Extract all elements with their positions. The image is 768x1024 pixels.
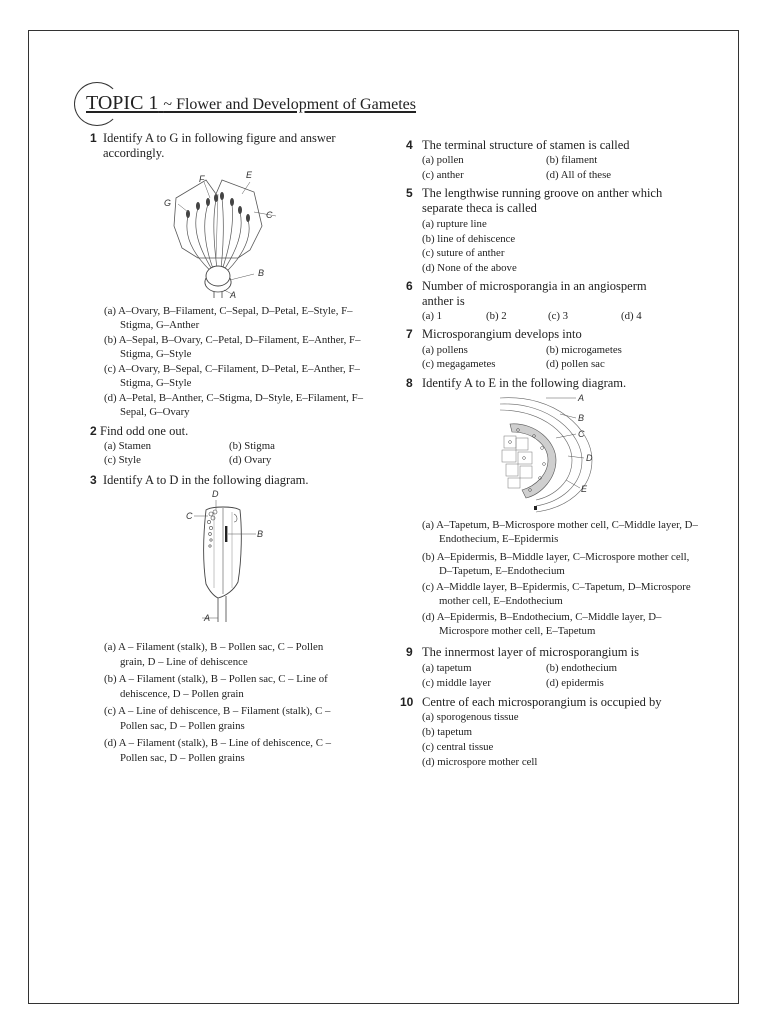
q10-option-a[interactable]: (a) sporogenous tissue	[422, 711, 519, 723]
q2-option-b[interactable]: (b) Stigma	[229, 440, 275, 452]
question-text: The terminal structure of stamen is called	[422, 138, 630, 152]
question-7	[406, 327, 686, 342]
q3-option-b[interactable]: (b) A – Filament (stalk), B – Pollen sac, C – Line of dehiscence, D – Pollen grain	[104, 673, 328, 700]
q8-option-c[interactable]: (c) A–Middle layer, B–Epidermis, C–Tapetum, D–Microspore mother cell, E–Endothecium	[422, 581, 691, 607]
label-a: A	[578, 393, 585, 403]
question-number: 7	[406, 327, 413, 341]
question-number: 10	[400, 695, 414, 709]
q3-option-a[interactable]: (a) A – Filament (stalk), B – Pollen sac, C – Pollen grain, D – Line of dehiscence	[104, 641, 324, 668]
q9-option-b[interactable]: (b) endothecium	[546, 662, 618, 674]
label-g: G	[164, 198, 172, 208]
q2-option-c[interactable]: (c) Style	[104, 454, 141, 466]
q1-option-c[interactable]: (c) A–Ovary, B–Sepal, C–Filament, D–Petal, E–Anther, F–Stigma, G–Style	[104, 363, 360, 389]
q10-option-d[interactable]: (d) microspore mother cell	[422, 756, 538, 768]
question-6	[406, 279, 686, 309]
q2-option-d[interactable]: (d) Ovary	[229, 454, 272, 466]
q8-option-b[interactable]: (b) A–Epidermis, B–Middle layer, C–Microspore mother cell, D–Tapetum, E–Endothecium	[422, 551, 690, 577]
question-text: Identify A to G in following figure and answer accordingly.	[103, 131, 336, 160]
q7-option-c[interactable]: (c) megagametes	[422, 358, 496, 370]
q9-option-d[interactable]: (d) epidermis	[546, 677, 604, 689]
question-text: Microsporangium develops into	[422, 327, 582, 341]
q5-option-c[interactable]: (c) suture of anther	[422, 247, 505, 259]
question-number: 2	[90, 424, 97, 438]
question-number: 3	[90, 473, 97, 487]
label-e: E	[581, 484, 588, 494]
question-text: Identify A to D in the following diagram.	[103, 473, 309, 487]
q10-option-b[interactable]: (b) tapetum	[422, 726, 473, 738]
label-c: C	[186, 511, 193, 521]
q4-option-b[interactable]: (b) filament	[546, 154, 598, 166]
q3-option-c[interactable]: (c) A – Line of dehiscence, B – Filament (stalk), C – Pollen sac, D – Pollen grains	[104, 705, 331, 732]
q4-option-c[interactable]: (c) anther	[422, 169, 464, 181]
q5-option-a[interactable]: (a) rupture line	[422, 218, 487, 230]
question-text: Find odd one out.	[100, 424, 189, 438]
q8-option-a[interactable]: (a) A–Tapetum, B–Microspore mother cell, C–Middle layer, D–Endothecium, E–Epidermis	[422, 519, 698, 545]
q6-option-a[interactable]: (a) 1	[422, 310, 443, 322]
question-2	[90, 424, 360, 439]
q9-option-a[interactable]: (a) tapetum	[422, 662, 472, 674]
label-d: D	[586, 453, 593, 463]
question-9	[406, 645, 686, 660]
question-text: Number of microsporangia in an angiosperm anther is	[422, 279, 647, 308]
question-text: The innermost layer of microsporangium is	[422, 645, 639, 659]
q6-option-d[interactable]: (d) 4	[621, 310, 642, 322]
topic-number: TOPIC 1	[86, 92, 159, 114]
label-b: B	[257, 529, 264, 539]
q1-option-a[interactable]: (a) A–Ovary, B–Filament, C–Sepal, D–Petal, E–Style, F–Stigma, G–Anther	[104, 305, 353, 331]
question-number: 4	[406, 138, 413, 152]
topic-subtitle: ~ Flower and Development of Gametes	[163, 96, 417, 113]
question-8	[406, 376, 686, 391]
q7-option-b[interactable]: (b) microgametes	[546, 344, 622, 356]
question-10	[400, 695, 686, 710]
question-number: 6	[406, 279, 413, 293]
q4-option-a[interactable]: (a) pollen	[422, 154, 464, 166]
label-f: F	[199, 174, 205, 184]
q10-option-c[interactable]: (c) central tissue	[422, 741, 494, 753]
q7-option-d[interactable]: (d) pollen sac	[546, 358, 605, 370]
q7-option-a[interactable]: (a) pollens	[422, 344, 468, 356]
q2-option-a[interactable]: (a) Stamen	[104, 440, 152, 452]
question-4	[406, 138, 686, 153]
page-border	[28, 30, 739, 1004]
question-3	[90, 473, 360, 488]
label-a: A	[230, 290, 237, 300]
q1-option-b[interactable]: (b) A–Sepal, B–Ovary, C–Petal, D–Filament, E–Anther, F–Stigma, G–Style	[104, 334, 361, 360]
label-a: A	[204, 613, 211, 623]
question-text: Centre of each microsporangium is occupied by	[422, 695, 662, 709]
q9-option-c[interactable]: (c) middle layer	[422, 677, 491, 689]
question-number: 9	[406, 645, 413, 659]
label-c: C	[266, 210, 273, 220]
q1-option-d[interactable]: (d) A–Petal, B–Anther, C–Stigma, D–Style, E–Filament, F–Sepal, G–Ovary	[104, 392, 363, 418]
question-number: 1	[90, 131, 97, 145]
label-d: D	[212, 489, 219, 499]
q4-option-d[interactable]: (d) All of these	[546, 169, 612, 181]
q5-option-d[interactable]: (d) None of the above	[422, 262, 517, 274]
label-b: B	[258, 268, 265, 278]
question-number: 8	[406, 376, 413, 390]
question-1	[90, 131, 360, 161]
q5-option-b[interactable]: (b) line of dehiscence	[422, 233, 516, 245]
question-number: 5	[406, 186, 413, 200]
q8-option-d[interactable]: (d) A–Epidermis, B–Endothecium, C–Middle layer, D–Microspore mother cell, E–Tapetum	[422, 611, 662, 637]
label-e: E	[246, 170, 253, 180]
stamen-figure	[180, 488, 270, 626]
microsporangium-figure	[496, 390, 606, 516]
question-text: The lengthwise running groove on anther which separate theca is called	[422, 186, 663, 215]
label-b: B	[578, 413, 585, 423]
flower-figure	[158, 168, 278, 300]
page-title	[86, 92, 416, 115]
question-text: Identify A to E in the following diagram.	[422, 376, 627, 390]
question-5	[406, 186, 686, 216]
q6-option-c[interactable]: (c) 3	[548, 310, 569, 322]
q6-option-b[interactable]: (b) 2	[486, 310, 507, 322]
q3-option-d[interactable]: (d) A – Filament (stalk), B – Line of dehiscence, C – Pollen sac, D – Pollen grains	[104, 737, 331, 764]
label-c: C	[578, 429, 585, 439]
